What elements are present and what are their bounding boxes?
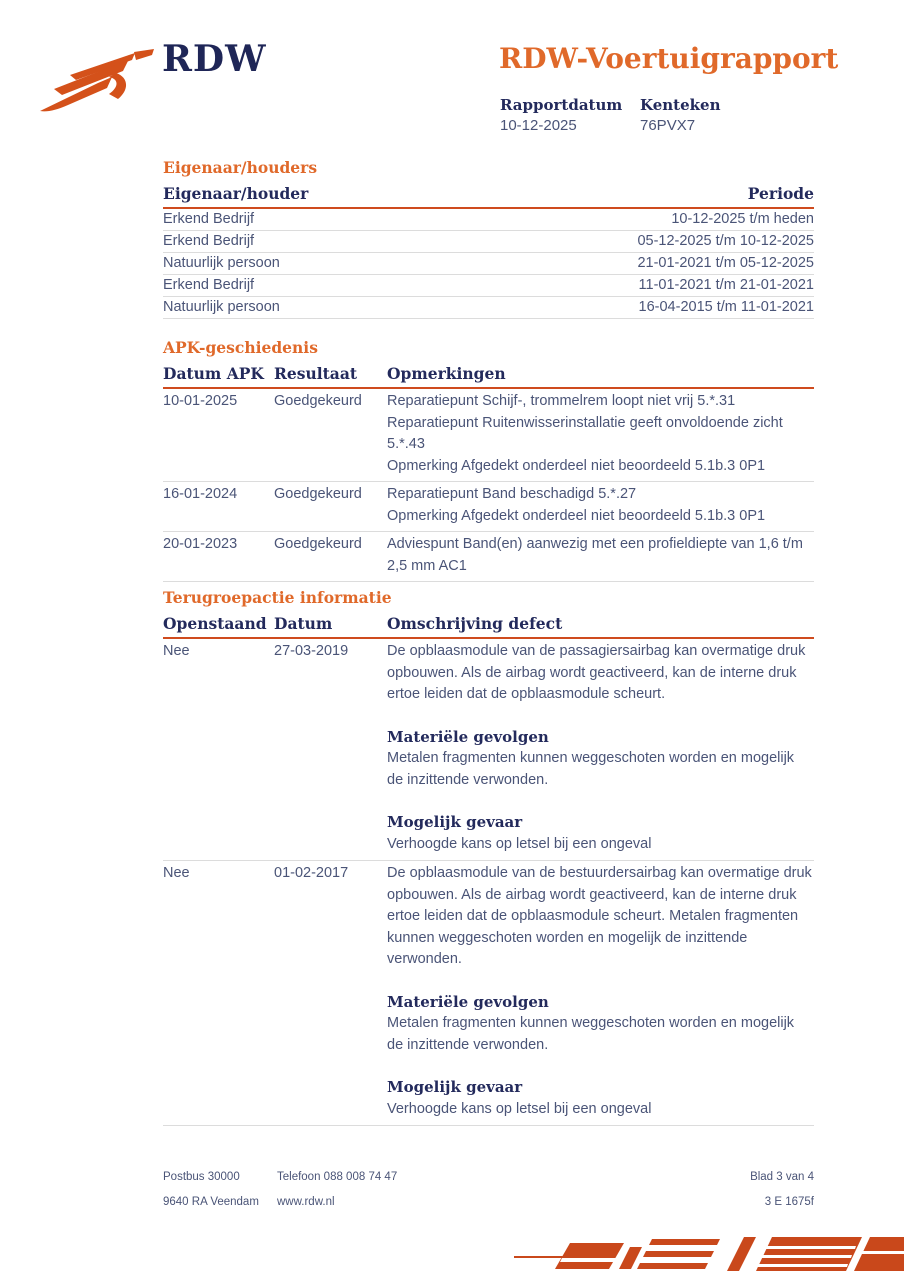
owner-period: 11-01-2021 t/m 21-01-2021 <box>638 277 814 293</box>
apk-remarks <box>387 484 814 527</box>
license-plate-label: Kenteken <box>640 96 721 114</box>
recall-info-section <box>163 588 814 1126</box>
material-consequences-heading: Materiële gevolgen <box>387 992 549 1011</box>
table-row <box>163 532 814 582</box>
footer-doc-code: 3 E 1675f <box>764 1196 814 1208</box>
table-row <box>163 482 814 532</box>
apk-remark-line: Adviespunt Band(en) aanwezig met een profieldiepte van 1,6 t/m 2,5 mm AC1 <box>387 536 803 574</box>
recall-defect-text: De opblaasmodule van de passagiersairbag kan overmatige druk opbouwen. Als de airbag wordt geactiveerd, kan de interne druk ertoe leiden dat de opblaasmodule scheurt. <box>387 643 806 702</box>
owner-period: 21-01-2021 t/m 05-12-2025 <box>637 255 814 271</box>
apk-remark-line: Opmerking Afgedekt onderdeel niet beoordeeld 5.1b.3 0P1 <box>387 457 766 474</box>
possible-danger-text: Verhoogde kans op letsel bij een ongeval <box>387 1100 652 1117</box>
table-row <box>163 231 814 253</box>
apk-remark-line: Reparatiepunt Ruitenwisserinstallatie geeft onvoldoende zicht 5.*.43 <box>387 414 783 452</box>
footer-city: 9640 RA Veendam <box>163 1196 259 1208</box>
apk-col-result: Resultaat <box>274 364 358 383</box>
rdw-stripes-graphic <box>500 1225 904 1280</box>
table-row <box>163 209 814 231</box>
owners-section-heading: Eigenaar/houders <box>163 158 318 177</box>
apk-result: Goedgekeurd <box>274 536 362 552</box>
rdw-feather-icon <box>36 48 158 121</box>
owner-type: Natuurlijk persoon <box>163 255 280 271</box>
apk-result: Goedgekeurd <box>274 486 362 502</box>
owner-type: Natuurlijk persoon <box>163 299 280 315</box>
possible-danger-heading: Mogelijk gevaar <box>387 813 523 831</box>
owners-table-header <box>163 184 814 209</box>
recall-date: 27-03-2019 <box>274 643 349 659</box>
apk-date: 16-01-2024 <box>163 486 238 502</box>
rdw-logo-text: RDW <box>162 38 267 80</box>
owners-section <box>163 158 814 319</box>
footer-phone: Telefoon 088 008 74 47 <box>277 1171 398 1183</box>
recall-col-open: Openstaand <box>163 614 267 633</box>
page-title: RDW-Voertuigrapport <box>499 42 839 75</box>
recall-date: 01-02-2017 <box>274 865 349 881</box>
recall-open: Nee <box>163 865 190 881</box>
apk-section-heading: APK-geschiedenis <box>163 338 318 357</box>
apk-remark-line: Reparatiepunt Schijf-, trommelrem loopt niet vrij 5.*.31 <box>387 393 736 409</box>
apk-remark-line: Opmerking Afgedekt onderdeel niet beoordeeld 5.1b.3 0P1 <box>387 507 766 524</box>
apk-col-date: Datum APK <box>163 364 264 383</box>
footer-postbus: Postbus 30000 <box>163 1171 240 1183</box>
table-row <box>163 389 814 482</box>
apk-remarks <box>387 391 814 477</box>
recall-description <box>387 863 814 1120</box>
owner-period: 16-04-2015 t/m 11-01-2021 <box>638 299 814 315</box>
apk-remark-line: Reparatiepunt Band beschadigd 5.*.27 <box>387 486 637 502</box>
owners-col-owner: Eigenaar/houder <box>163 184 309 203</box>
material-consequences-text: Metalen fragmenten kunnen weggeschoten worden en mogelijk de inzittende verwonden. <box>387 750 795 788</box>
owner-period: 10-12-2025 t/m heden <box>671 211 814 227</box>
table-row <box>163 861 814 1126</box>
table-row <box>163 297 814 319</box>
recall-defect-text: De opblaasmodule van de bestuurdersairbag kan overmatige druk opbouwen. Als de airbag wordt geactiveerd, kan de interne druk ertoe leiden dat de opblaasmodule scheurt. Metalen fragmenten kunnen weggeschoten worden en mogelijk de inzittende verwonden. <box>387 865 812 967</box>
owner-type: Erkend Bedrijf <box>163 211 255 227</box>
apk-result: Goedgekeurd <box>274 393 362 409</box>
apk-history-section <box>163 338 814 582</box>
recall-table-header <box>163 614 814 639</box>
recall-col-description: Omschrijving defect <box>387 614 563 633</box>
possible-danger-heading: Mogelijk gevaar <box>387 1078 523 1096</box>
owner-type: Erkend Bedrijf <box>163 233 255 249</box>
table-row <box>163 253 814 275</box>
license-plate-value: 76PVX7 <box>640 117 696 134</box>
footer-page-number: Blad 3 van 4 <box>750 1171 814 1183</box>
table-row <box>163 639 814 861</box>
apk-date: 20-01-2023 <box>163 536 238 552</box>
report-date-value: 10-12-2025 <box>500 117 577 134</box>
material-consequences-text: Metalen fragmenten kunnen weggeschoten worden en mogelijk de inzittende verwonden. <box>387 1015 795 1053</box>
apk-remarks <box>387 534 814 577</box>
recall-description <box>387 641 814 855</box>
material-consequences-heading: Materiële gevolgen <box>387 727 549 746</box>
recall-col-date: Datum <box>274 614 333 633</box>
owner-type: Erkend Bedrijf <box>163 277 255 293</box>
recall-section-heading: Terugroepactie informatie <box>163 588 392 607</box>
report-date-label: Rapportdatum <box>500 96 623 114</box>
apk-date: 10-01-2025 <box>163 393 238 409</box>
table-row <box>163 275 814 297</box>
recall-open: Nee <box>163 643 190 659</box>
owner-period: 05-12-2025 t/m 10-12-2025 <box>637 233 814 249</box>
apk-col-remarks: Opmerkingen <box>387 364 506 383</box>
owners-col-period: Periode <box>747 184 814 203</box>
apk-table-header <box>163 364 814 389</box>
footer-website: www.rdw.nl <box>277 1196 335 1208</box>
possible-danger-text: Verhoogde kans op letsel bij een ongeval <box>387 835 652 852</box>
